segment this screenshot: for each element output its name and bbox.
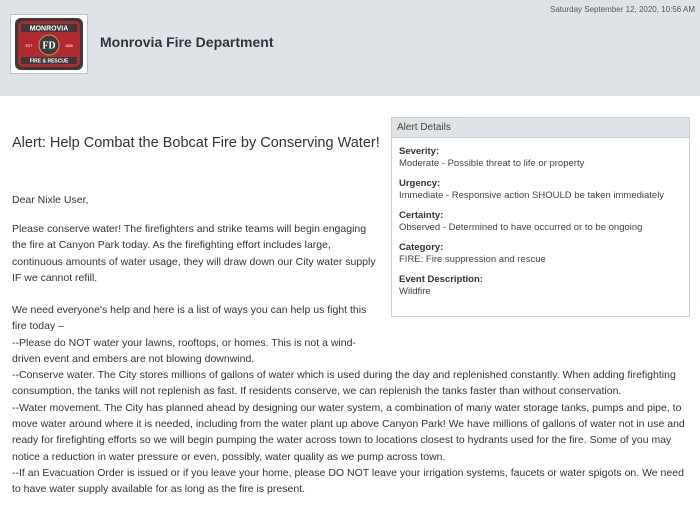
fire-badge-icon bbox=[11, 15, 87, 73]
alert-item-2: --Conserve water. The City stores millions of gallons of water which is used during the day and replenished constantly. When adding firefighting consumption, the tanks will not replenish as fast. If residents conserve, we can replenish the tanks faster than without conservation. bbox=[12, 369, 676, 398]
detail-label: Severity: bbox=[399, 146, 440, 157]
alert-intro: We need everyone's help and here is a list of ways you can help us fight this fire today – bbox=[12, 304, 367, 333]
alert-details-panel bbox=[391, 117, 690, 317]
logo-est: EST bbox=[25, 44, 33, 48]
logo-top-text: MONROVIA bbox=[29, 25, 69, 33]
detail-event-description bbox=[399, 274, 689, 298]
detail-label: Event Description: bbox=[399, 274, 483, 285]
agency-name: Monrovia Fire Department bbox=[100, 34, 274, 50]
logo-bottom-text: FIRE & RESCUE bbox=[29, 58, 69, 65]
detail-category bbox=[399, 242, 689, 266]
detail-severity bbox=[399, 146, 689, 170]
detail-label: Urgency: bbox=[399, 178, 441, 189]
alert-title: Alert: Help Combat the Bobcat Fire by Conserving Water! bbox=[12, 135, 380, 151]
detail-value: FIRE: Fire suppression and rescue bbox=[399, 254, 546, 265]
detail-value: Wildfire bbox=[399, 286, 431, 297]
department-logo bbox=[10, 14, 88, 74]
detail-urgency bbox=[399, 178, 689, 202]
alert-item-3: --Water movement. The City has planned ahead by designing our water system, a combination of many water storage tanks, pumps and pipe, to move water around where it is needed, including from the water plant up above Canyon Park! We have millions of gallons of water not in use and ready for firefighting efforts so we will begin pumping the water across town to locations closest to hydrants used for the fire. Some of you may notice a reduction in water pressure or even, possibly, water quality as we pump across town. bbox=[12, 401, 685, 463]
timestamp: Saturday September 12, 2020, 10:56 AM bbox=[550, 5, 695, 14]
alert-item-1: --Please do NOT water your lawns, rooftops, or homes. This is not a wind-driven event and embers are not blowing downwind. bbox=[12, 336, 356, 365]
detail-label: Category: bbox=[399, 242, 444, 253]
alert-details-heading: Alert Details bbox=[392, 118, 689, 138]
detail-value: Moderate - Possible threat to life or property bbox=[399, 158, 585, 169]
logo-year: 1886 bbox=[65, 44, 73, 48]
detail-label: Certainty: bbox=[399, 210, 444, 221]
alert-item-4: --If an Evacuation Order is issued or if you leave your home, please DO NOT leave your irrigation systems, faucets or water spigots on. We need to have water supply available for as long as the fire is present. bbox=[12, 466, 684, 496]
page-header bbox=[0, 0, 700, 96]
detail-value: Observed - Determined to have occurred or to be ongoing bbox=[399, 222, 643, 233]
alert-paragraph-1: Please conserve water! The firefighters and strike teams will begin engaging the fire at Canyon Park today. As the firefighting effort includes large, continuous amounts of water usage, they will draw down our City water supply IF we cannot refill. bbox=[12, 223, 376, 284]
logo-monogram: FD bbox=[42, 40, 56, 52]
alert-greeting: Dear Nixle User, bbox=[12, 194, 89, 206]
alert-paragraph-2 bbox=[12, 302, 692, 498]
detail-value: Immediate - Responsive action SHOULD be taken immediately bbox=[399, 190, 665, 201]
detail-certainty bbox=[399, 210, 689, 234]
